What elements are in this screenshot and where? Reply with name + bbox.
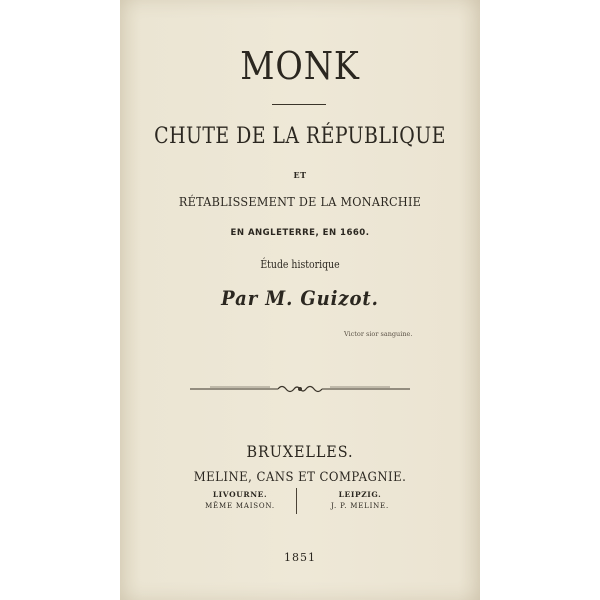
imprint-left-city: LIVOURNE. [212,490,268,499]
imprint-publisher: MELINE, CANS ET COMPAGNIE. [193,470,407,485]
conjunction: ET [293,170,307,180]
publication-year: 1851 [284,551,316,564]
place-date: EN ANGLETERRE, EN 1660. [230,228,370,238]
imprint-divider [296,488,297,514]
title-rule [272,104,326,105]
book-title: MONK [240,44,360,88]
book-subtitle: CHUTE DE LA RÉPUBLIQUE [154,124,446,149]
genre-label: Étude historique [260,258,340,271]
imprint-right-sub: J. P. MELINE. [330,502,389,510]
imprint-right-city: LEIPZIG. [338,490,382,499]
imprint-left-sub: MÊME MAISON. [205,502,275,510]
imprint-left [180,490,300,510]
ornament-divider-icon [190,382,410,396]
imprint-city: BRUXELLES. [246,442,354,461]
title-page [120,0,480,600]
imprint-right [300,490,420,510]
author-line: Par M. Guizot. [221,286,379,310]
handwritten-annotation: Victor sior sanguine. [344,330,413,338]
book-subtitle-2: RÉTABLISSEMENT DE LA MONARCHIE [178,194,422,209]
